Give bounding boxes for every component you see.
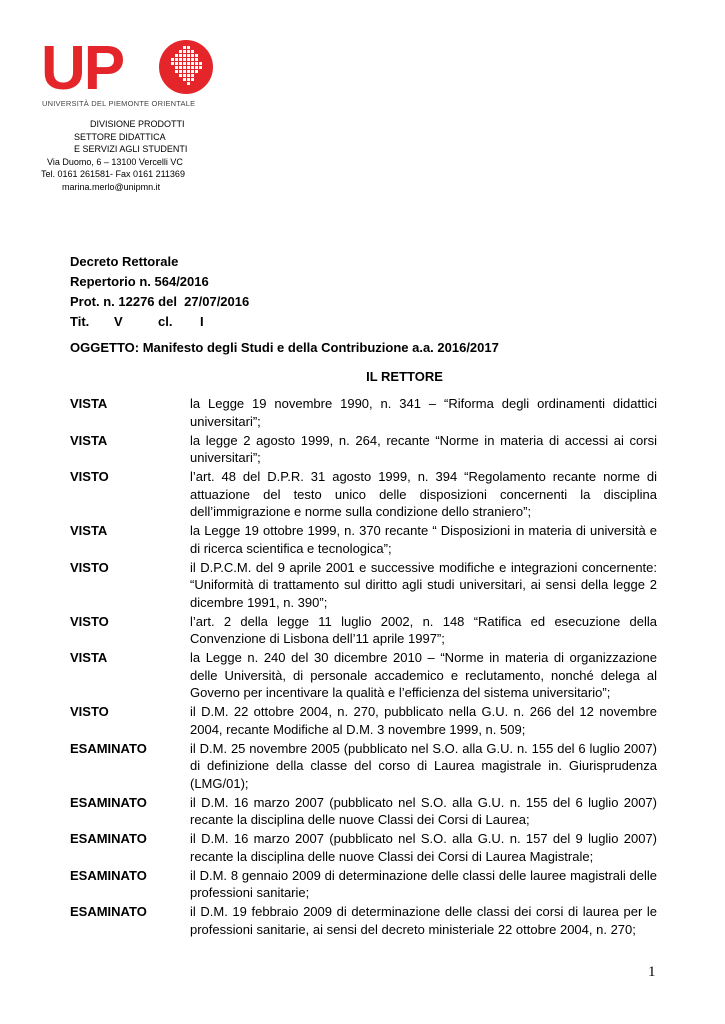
document-subject: OGGETTO: Manifesto degli Studi e della Contribuzione a.a. 2016/2017	[70, 340, 499, 355]
recital-text: il D.M. 25 novembre 2005 (pubblicato nel S.O. alla G.U. n. 155 del 6 luglio 2007) di definizione della classe del corso di Laurea magistrale in. Giurisprudenza (LMG/01);	[190, 740, 657, 791]
recital-text: l’art. 2 della legge 11 luglio 2002, n. 148 “Ratifica ed esecuzione della Convenzione di Lisbona dell’11 aprile 1997”;	[190, 613, 657, 646]
recital-keyword: ESAMINATO	[70, 794, 147, 810]
recital-text: il D.M. 22 ottobre 2004, n. 270, pubblicato nella G.U. n. 266 del 12 novembre 2004, recante Modifiche al D.M. 3 novembre 1999, n. 509;	[190, 704, 657, 737]
recital-text: il D.M. 16 marzo 2007 (pubblicato nel S.O. alla G.U. n. 157 del 9 luglio 2007) recante la disciplina delle nuove Classi dei Corsi di Laurea Magistrale;	[190, 831, 657, 864]
recital-keyword: VISTA	[70, 523, 108, 538]
recital-row	[70, 432, 657, 467]
recital-keyword: VISTO	[70, 469, 109, 484]
address-line: DIVISIONE PRODOTTI	[90, 119, 185, 129]
office-address-block	[30, 118, 210, 193]
recital-row	[70, 794, 657, 829]
recital-keyword: ESAMINATO	[70, 740, 147, 756]
recital-row	[70, 395, 657, 430]
recital-row	[70, 649, 657, 702]
recital-row	[70, 740, 657, 793]
recitals-list	[70, 395, 657, 940]
recital-keyword: ESAMINATO	[70, 831, 147, 846]
cl-value: I	[200, 314, 204, 329]
recital-text: la Legge n. 240 del 30 dicembre 2010 – “Norme in materia di organizzazione delle Università, di personale accademico e reclutamento, nonché delega al Governo per incentivare la qualità e l’efficienza del sistema universitario”;	[190, 650, 657, 700]
recital-row	[70, 522, 657, 557]
address-line: Via Duomo, 6 – 13100 Vercelli VC	[47, 156, 183, 167]
recital-keyword: ESAMINATO	[70, 904, 147, 919]
recital-keyword: VISTO	[70, 704, 109, 719]
recital-text: il D.M. 19 febbraio 2009 di determinazione delle classi dei corsi di laurea per le professioni sanitarie, ai sensi del decreto ministeriale 22 ottobre 2004, n. 270;	[190, 904, 657, 937]
page-number: 1	[648, 964, 656, 980]
decree-type: Decreto Rettorale	[70, 254, 179, 269]
decree-repertory: Repertorio n. 564/2016	[70, 274, 209, 289]
email-address: marina.merlo@unipmn.it	[62, 181, 161, 192]
tit-label: Tit.	[70, 314, 90, 329]
section-heading: IL RETTORE	[366, 369, 443, 384]
recital-keyword: VISTA	[70, 650, 108, 665]
decree-protocol: Prot. n. 12276 del 27/07/2016	[70, 294, 250, 309]
decree-classification	[70, 312, 249, 332]
recital-row	[70, 613, 657, 648]
decree-header	[70, 252, 249, 332]
recital-text: il D.M. 8 gennaio 2009 di determinazione delle classi delle lauree magistrali delle professioni sanitarie;	[190, 867, 657, 900]
recital-keyword: VISTO	[70, 559, 109, 575]
address-line: E SERVIZI AGLI STUDENTI	[74, 144, 188, 154]
recital-text: l’art. 48 del D.P.R. 31 agosto 1999, n. 394 “Regolamento recante norme di attuazione del testo unico delle disposizioni concernenti la disciplina dell’immigrazione e norme sulla condizione dello straniero”;	[190, 469, 657, 519]
recital-text: la Legge 19 ottobre 1999, n. 370 recante “ Disposizioni in materia di università e di ricerca scientifica e tecnologica”;	[190, 523, 657, 556]
recital-keyword: VISTA	[70, 396, 108, 411]
cl-label: cl.	[158, 314, 173, 329]
recital-text: il D.M. 16 marzo 2007 (pubblicato nel S.O. alla G.U. n. 155 del 6 luglio 2007) recante la disciplina delle nuove Classi dei Corsi di Laurea;	[190, 794, 657, 827]
recital-row	[70, 703, 657, 738]
recital-keyword: VISTO	[70, 613, 109, 629]
recital-text: la Legge 19 novembre 1990, n. 341 – “Riforma degli ordinamenti didattici universitari”;	[190, 396, 657, 429]
recital-keyword: ESAMINATO	[70, 867, 147, 883]
recital-keyword: VISTA	[70, 432, 108, 448]
recital-text: il D.P.C.M. del 9 aprile 2001 e successive modifiche e integrazioni concernente: “Uniformità di trattamento sul diritto agli studi universitari, ai sensi della legge 2 dicembre 1991, n. 390”;	[190, 559, 657, 610]
recital-text: la legge 2 agosto 1999, n. 264, recante “Norme in materia di accessi ai corsi universitari”;	[190, 432, 657, 465]
logo-letters: UP	[41, 34, 124, 103]
address-line: Tel. 0161 261581- Fax 0161 211369	[41, 169, 185, 179]
recital-row	[70, 830, 657, 865]
recital-row	[70, 559, 657, 612]
tit-value: V	[114, 314, 123, 329]
university-logo	[41, 34, 201, 108]
address-line: SETTORE DIDATTICA	[74, 131, 166, 142]
recital-row	[70, 867, 657, 902]
recital-row	[70, 468, 657, 521]
logo-subtitle: UNIVERSITÀ DEL PIEMONTE ORIENTALE	[42, 99, 196, 108]
recital-row	[70, 903, 657, 938]
logo-piedmont-map-icon	[159, 40, 213, 94]
